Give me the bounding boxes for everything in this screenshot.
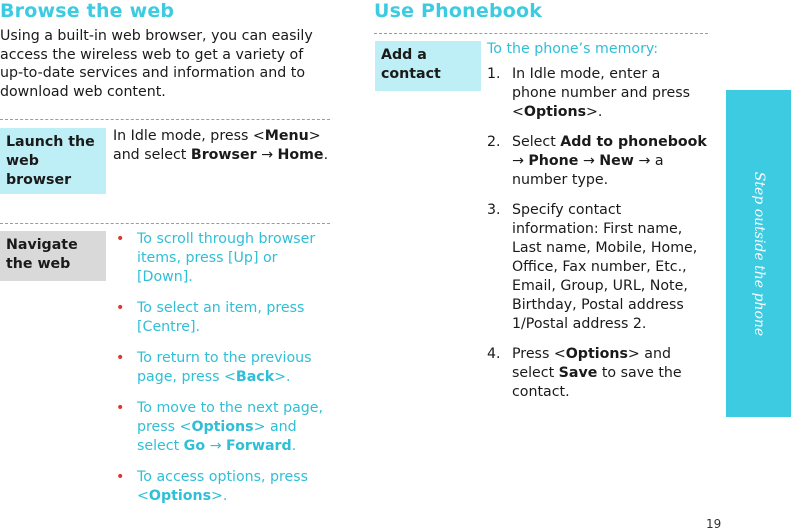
- navigate-bullet-item: [113, 299, 335, 337]
- add-contact-step: [487, 133, 709, 190]
- launch-text: > and select: [113, 128, 321, 163]
- step-text: Press <: [512, 346, 566, 362]
- step-text: > and select: [512, 346, 671, 381]
- page-number: 19: [706, 517, 722, 531]
- add-contact-subtitle: To the phone’s memory:: [487, 41, 659, 57]
- bullet-text: To scroll through browser items, press [Up] or [Down].: [137, 231, 316, 285]
- step-text: →: [512, 153, 529, 169]
- bullet-text: > and select: [137, 419, 297, 454]
- bullet-text: >.: [211, 488, 228, 504]
- bullet-text: →: [205, 438, 226, 454]
- add-contact-step: [487, 201, 709, 334]
- add-contact-instructions: [487, 40, 709, 413]
- launch-text: In Idle mode, press <: [113, 128, 265, 144]
- divider-navigate: [0, 223, 330, 224]
- step-number: 3.: [487, 202, 501, 218]
- arrow-icon: →: [256, 147, 278, 163]
- step-text: Select: [512, 134, 561, 150]
- step-text: to save the contact.: [512, 365, 682, 400]
- launch-browser-instructions: [113, 127, 333, 165]
- step-text: >.: [586, 104, 603, 120]
- step-number: 1.: [487, 66, 501, 82]
- bullet-text: To select an item, press [Centre].: [137, 300, 305, 335]
- key-name: Options: [523, 104, 587, 120]
- key-name: Go: [183, 438, 206, 454]
- label-navigate-web: Navigate the web: [0, 231, 106, 281]
- label-launch-browser: Launch the web browser: [0, 128, 106, 194]
- bullet-text: To move to the next page, press <: [137, 400, 324, 435]
- navigate-web-list: [113, 230, 335, 518]
- key-name: Forward: [226, 438, 292, 454]
- step-text: In Idle mode, enter a phone number and press <: [512, 66, 691, 120]
- section-heading-phonebook: Use Phonebook: [374, 0, 543, 22]
- divider-launch: [0, 119, 330, 120]
- add-contact-step: [487, 65, 709, 122]
- chapter-side-tab: [726, 90, 791, 417]
- navigate-bullet-item: [113, 468, 335, 506]
- add-contact-step: [487, 345, 709, 402]
- menu-key: Menu: [264, 128, 309, 144]
- step-number: 2.: [487, 134, 501, 150]
- browse-intro-paragraph: Using a built-in web browser, you can easily access the wireless web to get a variety of up-to-date services and information and to download web content.: [0, 28, 313, 100]
- navigate-bullet-item: [113, 349, 335, 387]
- step-text: → a number type.: [512, 153, 664, 188]
- launch-text: .: [323, 147, 329, 163]
- step-text: →: [578, 153, 600, 169]
- key-name: Back: [235, 369, 275, 385]
- key-name: Phone: [528, 153, 579, 169]
- divider-add-contact: [374, 33, 708, 34]
- navigate-bullet-item: [113, 399, 335, 456]
- key-name: Save: [558, 365, 598, 381]
- navigate-bullet-item: [113, 230, 335, 287]
- section-heading-browse: Browse the web: [0, 0, 175, 22]
- home-menu-item: Home: [277, 147, 324, 163]
- chapter-side-tab-text: Step outside the phone: [750, 171, 767, 336]
- browser-menu-item: Browser: [190, 147, 257, 163]
- key-name: New: [599, 153, 634, 169]
- label-add-contact: Add a contact: [375, 41, 481, 91]
- key-name: Options: [565, 346, 628, 362]
- step-number: 4.: [487, 346, 501, 362]
- bullet-text: To return to the previous page, press <: [137, 350, 312, 385]
- bullet-text: .: [291, 438, 297, 454]
- key-name: Add to phonebook: [560, 134, 707, 150]
- bullet-text: To access options, press <: [137, 469, 309, 504]
- step-text: Specify contact information: First name, Last name, Mobile, Home, Office, Fax number, Etc., Email, Group, URL, Note, Birthday, Postal address 1/Postal address 2.: [512, 202, 698, 332]
- key-name: Options: [148, 488, 212, 504]
- bullet-text: >.: [274, 369, 291, 385]
- key-name: Options: [191, 419, 254, 435]
